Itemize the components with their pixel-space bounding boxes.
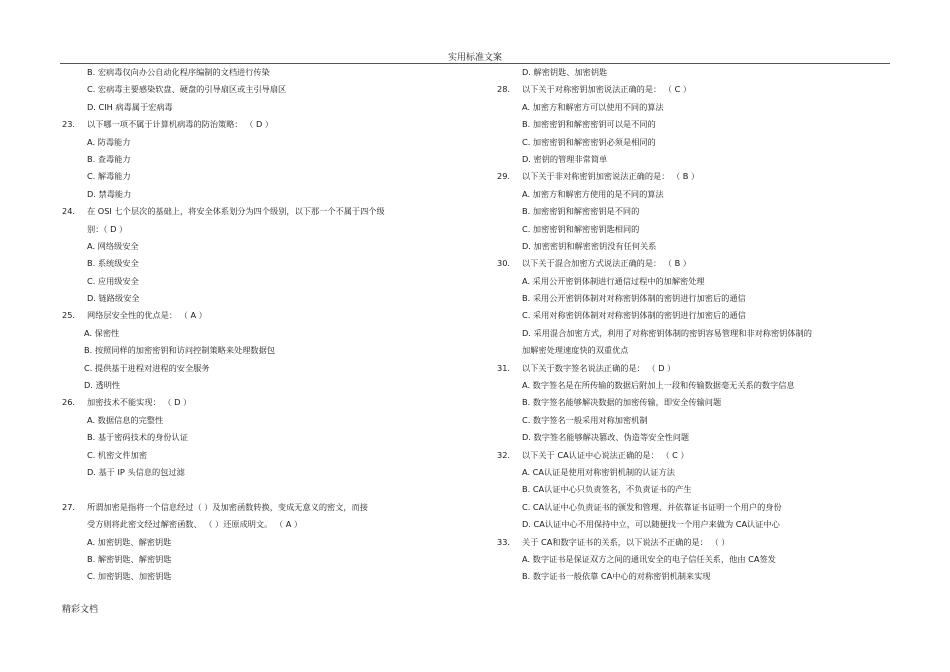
- answer-option: [62, 168, 462, 185]
- answer-option: [62, 447, 462, 464]
- question-continuation: [62, 516, 462, 533]
- page-header: 实用标准文案: [447, 53, 502, 63]
- question-text: 以下哪一项不属于计算机病毒的防治策略： （ D ）: [87, 119, 274, 130]
- answer-option: [62, 325, 462, 342]
- continuation-text: 加解密处理速度快的双重优点: [522, 345, 629, 356]
- answer-option: [62, 429, 462, 446]
- option-text: C. 加密钥匙、加密钥匙: [87, 571, 172, 582]
- question-line: [497, 447, 897, 464]
- answer-option: [62, 255, 462, 272]
- question-line: [62, 499, 462, 516]
- answer-option: [62, 273, 462, 290]
- option-text: B. 加密密钥和解密密钥是不同的: [522, 206, 640, 217]
- question-continuation: [497, 342, 897, 359]
- question-text: 以下关于 CA认证中心说法正确的是： （ C ）: [522, 449, 689, 460]
- option-text: A. 数据信息的完整性: [87, 414, 164, 425]
- question-line: [62, 394, 462, 411]
- answer-option: [497, 99, 897, 116]
- answer-option: [497, 464, 897, 481]
- question-line: [62, 307, 462, 324]
- left-column: [62, 64, 462, 586]
- option-text: C. 机密文件加密: [87, 449, 148, 460]
- question-line: [497, 534, 897, 551]
- answer-option: [62, 568, 462, 585]
- option-text: A. 保密性: [84, 327, 120, 338]
- option-text: A. 加密钥匙、解密钥匙: [87, 536, 172, 547]
- question-text: 加密技术不能实现： （ D ）: [87, 397, 192, 408]
- question-text: 以下关于对称密钥加密说法正确的是： （ C ）: [522, 84, 692, 95]
- answer-option: [497, 151, 897, 168]
- option-text: C. 提供基于进程对进程的安全服务: [84, 362, 210, 373]
- answer-option: [497, 481, 897, 498]
- option-text: D. 密钥的管理非常简单: [522, 153, 608, 164]
- option-text: C. 数字签名一般采用对称加密机制: [522, 414, 648, 425]
- question-line: [497, 168, 897, 185]
- answer-option: [62, 99, 462, 116]
- answer-option: [497, 412, 897, 429]
- answer-option: [62, 134, 462, 151]
- answer-option: [62, 551, 462, 568]
- page-footer: 精彩文档: [62, 605, 99, 615]
- answer-option: [497, 273, 897, 290]
- answer-option: [497, 307, 897, 324]
- option-text: D. 禁毒能力: [87, 188, 132, 199]
- answer-option: [497, 429, 897, 446]
- option-text: C. 加密密钥和解密密钥必须是相同的: [522, 136, 656, 147]
- option-text: A. CA认证是使用对称密钥机制的认证方法: [522, 466, 675, 477]
- option-text: B. CA认证中心只负责签名，不负责证书的产生: [522, 484, 692, 495]
- option-text: C. 采用对称密钥体制对对称密钥体制的密钥进行加密后的通信: [522, 310, 746, 321]
- option-text: D. 基于 IP 头信息的包过滤: [87, 466, 185, 477]
- question-text: 关于 CA和数字证书的关系，以下说法不正确的是： （ ）: [522, 536, 730, 547]
- answer-option: [497, 568, 897, 585]
- answer-option: [497, 499, 897, 516]
- question-text: 以下关于数字签名说法正确的是： （ D ）: [522, 362, 676, 373]
- answer-option: [62, 342, 462, 359]
- question-number: 30.: [497, 258, 511, 269]
- answer-option: [497, 290, 897, 307]
- answer-option: [497, 221, 897, 238]
- answer-option: [497, 64, 897, 81]
- answer-option: [62, 64, 462, 81]
- question-text: 以下关于混合加密方式说法正确的是： （ B ）: [522, 258, 691, 269]
- question-number: 24.: [62, 206, 76, 217]
- answer-option: [497, 116, 897, 133]
- question-number: 31.: [497, 362, 511, 373]
- option-text: A. 数字签名是在所传输的数据后附加上一段和传输数据毫无关系的数字信息: [522, 380, 795, 391]
- option-text: B. 数字签名能够解决数据的加密传输，即安全传输问题: [522, 397, 722, 408]
- option-text: D. 解密钥匙、加密钥匙: [522, 67, 608, 77]
- option-text: A. 网络级安全: [87, 240, 139, 251]
- answer-option: [497, 516, 897, 533]
- question-text: 所谓加密是指将一个信息经过（ ）及加密函数转换，变成无意义的密文，而接: [87, 501, 368, 512]
- option-text: D. CIH 病毒属于宏病毒: [87, 101, 173, 112]
- blank-line: [62, 481, 462, 498]
- answer-option: [62, 412, 462, 429]
- question-line: [62, 203, 462, 220]
- option-text: B. 基于密码技术的身份认证: [87, 432, 188, 443]
- question-number: 29.: [497, 171, 511, 182]
- question-line: [497, 360, 897, 377]
- question-number: 25.: [62, 310, 76, 321]
- question-number: 23.: [62, 119, 76, 130]
- answer-option: [62, 238, 462, 255]
- answer-option: [62, 81, 462, 98]
- option-text: A. 采用公开密钥体制进行通信过程中的加解密处理: [522, 275, 705, 286]
- option-text: B. 系统级安全: [87, 258, 139, 269]
- option-text: D. 数字签名能够解决篡改、伪造等安全性问题: [522, 432, 690, 443]
- option-text: D. 采用混合加密方式，利用了对称密钥体制的密钥容易管理和非对称密钥体制的: [522, 327, 812, 338]
- question-text: 以下关于非对称密钥加密说法正确的是： （ B ）: [522, 171, 700, 182]
- answer-option: [62, 377, 462, 394]
- right-column: [497, 64, 897, 586]
- answer-option: [62, 290, 462, 307]
- question-text: 在 OSI 七个层次的基础上，将安全体系划分为四个级别，以下那一个不属于四个级: [87, 206, 385, 217]
- question-line: [497, 81, 897, 98]
- option-text: B. 宏病毒仅向办公自动化程序编制的文档进行传染: [87, 67, 270, 77]
- option-text: D. 加密密钥和解密密钥没有任何关系: [522, 240, 657, 251]
- option-text: A. 加密方和解密方使用的是不同的算法: [522, 188, 664, 199]
- answer-option: [497, 203, 897, 220]
- continuation-text: 别：（ D ）: [87, 223, 128, 234]
- option-text: B. 按照同样的加密密钥和访问控制策略来处理数据包: [84, 345, 275, 356]
- continuation-text: 受方则将此密文经过解密函数、 （ ）还原成明文。 （ A ）: [87, 519, 303, 530]
- option-text: C. 应用级安全: [87, 275, 139, 286]
- answer-option: [62, 186, 462, 203]
- answer-option: [62, 360, 462, 377]
- question-continuation: [62, 221, 462, 238]
- answer-option: [497, 238, 897, 255]
- option-text: C. 解毒能力: [87, 171, 131, 182]
- option-text: D. 链路级安全: [87, 293, 140, 304]
- question-number: 27.: [62, 501, 76, 512]
- question-line: [62, 116, 462, 133]
- option-text: D. 透明性: [84, 380, 121, 391]
- question-number: 33.: [497, 536, 511, 547]
- answer-option: [62, 151, 462, 168]
- option-text: A. 加密方和解密方可以使用不同的算法: [522, 101, 664, 112]
- option-text: B. 查毒能力: [87, 153, 131, 164]
- question-number: 26.: [62, 397, 76, 408]
- question-number: 32.: [497, 449, 511, 460]
- option-text: C. CA认证中心负责证书的颁发和管理、并依靠证书证明一个用户的身份: [522, 501, 782, 512]
- question-number: 28.: [497, 84, 511, 95]
- option-text: A. 数字证书是保证双方之间的通讯安全的电子信任关系，他由 CA签发: [522, 553, 776, 564]
- answer-option: [497, 134, 897, 151]
- answer-option: [62, 534, 462, 551]
- option-text: B. 数字证书一般依靠 CA中心的对称密钥机制来实现: [522, 571, 711, 582]
- question-line: [497, 255, 897, 272]
- option-text: C. 宏病毒主要感染软盘、硬盘的引导扇区或主引导扇区: [87, 84, 287, 95]
- option-text: A. 防毒能力: [87, 136, 131, 147]
- option-text: D. CA认证中心不用保持中立，可以随便找一个用户来做为 CA认证中心: [522, 519, 780, 530]
- option-text: B. 采用公开密钥体制对对称密钥体制的密钥进行加密后的通信: [522, 293, 746, 304]
- answer-option: [497, 186, 897, 203]
- answer-option: [497, 551, 897, 568]
- answer-option: [497, 377, 897, 394]
- option-text: C. 加密密钥和解密密钥匙相同的: [522, 223, 640, 234]
- question-text: 网络层安全性的优点是： （ A ）: [87, 310, 207, 321]
- answer-option: [497, 325, 897, 342]
- option-text: B. 解密钥匙、解密钥匙: [87, 553, 172, 564]
- option-text: B. 加密密钥和解密密钥可以是不同的: [522, 119, 656, 130]
- answer-option: [497, 394, 897, 411]
- answer-option: [62, 464, 462, 481]
